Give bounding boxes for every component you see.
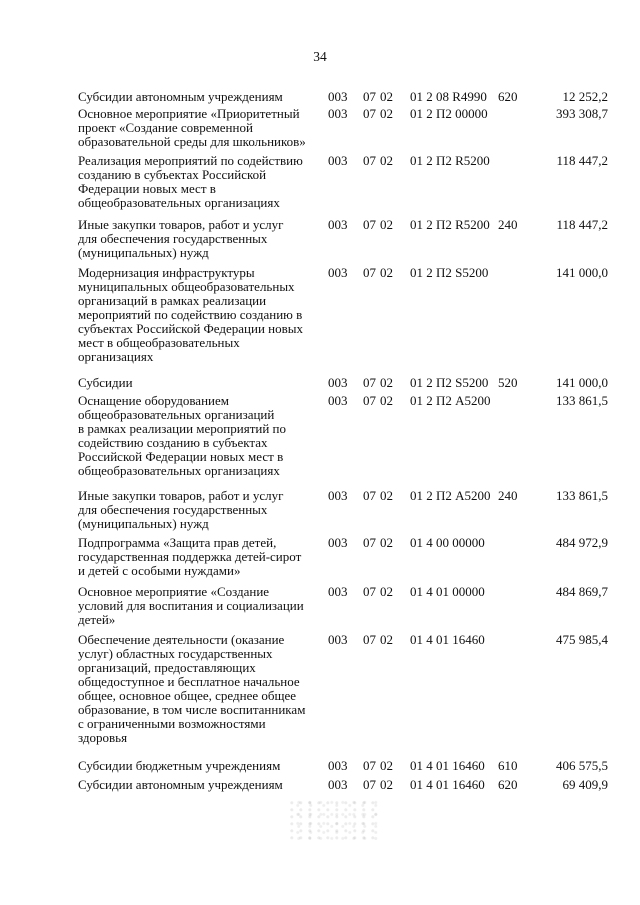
row-amount: 141 000,0 — [556, 265, 608, 280]
row-target-article: 01 2 П2 S5200 — [410, 375, 489, 390]
row-subsection-code: 02 — [380, 758, 393, 773]
row-ministry-code: 003 — [328, 153, 348, 168]
row-expense-type: 520 — [498, 375, 518, 390]
row-amount: 69 409,9 — [562, 777, 608, 792]
row-section-code: 07 — [363, 89, 376, 104]
row-name: Иные закупки товаров, работ и услуг для обеспечения государственных (муниципальных) нужд — [78, 217, 284, 260]
row-subsection-code: 02 — [380, 535, 393, 550]
row-subsection-code: 02 — [380, 106, 393, 121]
row-name: Реализация мероприятий по содействию созданию в субъектах Российской Федерации новых мест в общеобразовательных организациях — [78, 153, 303, 210]
row-section-code: 07 — [363, 265, 376, 280]
row-subsection-code: 02 — [380, 375, 393, 390]
row-subsection-code: 02 — [380, 777, 393, 792]
row-name: Подпрограмма «Защита прав детей, государственная поддержка детей-сирот и детей с особыми нуждами» — [78, 535, 302, 578]
row-subsection-code: 02 — [380, 393, 393, 408]
row-ministry-code: 003 — [328, 488, 348, 503]
row-section-code: 07 — [363, 758, 376, 773]
row-ministry-code: 003 — [328, 375, 348, 390]
row-name: Субсидии автономным учреждениям — [78, 89, 283, 104]
row-section-code: 07 — [363, 488, 376, 503]
row-ministry-code: 003 — [328, 632, 348, 647]
row-section-code: 07 — [363, 375, 376, 390]
row-ministry-code: 003 — [328, 89, 348, 104]
row-amount: 118 447,2 — [556, 153, 608, 168]
row-ministry-code: 003 — [328, 393, 348, 408]
row-amount: 133 861,5 — [556, 488, 608, 503]
scan-speckle — [290, 800, 380, 840]
row-subsection-code: 02 — [380, 153, 393, 168]
row-subsection-code: 02 — [380, 265, 393, 280]
row-expense-type: 240 — [498, 488, 518, 503]
row-amount: 141 000,0 — [556, 375, 608, 390]
row-name: Субсидии — [78, 375, 133, 390]
row-target-article: 01 4 01 16460 — [410, 777, 485, 792]
row-ministry-code: 003 — [328, 584, 348, 599]
row-amount: 118 447,2 — [556, 217, 608, 232]
row-section-code: 07 — [363, 632, 376, 647]
row-expense-type: 240 — [498, 217, 518, 232]
row-ministry-code: 003 — [328, 535, 348, 550]
row-amount: 484 869,7 — [556, 584, 608, 599]
row-section-code: 07 — [363, 393, 376, 408]
row-amount: 393 308,7 — [556, 106, 608, 121]
row-ministry-code: 003 — [328, 758, 348, 773]
row-name: Оснащение оборудованием общеобразовательных организаций в рамках реализации мероприятий по содействию созданию в субъектах Российской Федерации новых мест в общеобразовательных организациях — [78, 393, 286, 478]
row-target-article: 01 2 П2 S5200 — [410, 265, 489, 280]
row-amount: 406 575,5 — [556, 758, 608, 773]
row-target-article: 01 4 00 00000 — [410, 535, 485, 550]
row-subsection-code: 02 — [380, 89, 393, 104]
row-subsection-code: 02 — [380, 217, 393, 232]
row-subsection-code: 02 — [380, 488, 393, 503]
row-section-code: 07 — [363, 535, 376, 550]
page-number: 34 — [313, 49, 327, 64]
row-section-code: 07 — [363, 584, 376, 599]
row-name: Основное мероприятие «Создание условий для воспитания и социализации детей» — [78, 584, 304, 627]
row-amount: 133 861,5 — [556, 393, 608, 408]
row-ministry-code: 003 — [328, 777, 348, 792]
row-ministry-code: 003 — [328, 265, 348, 280]
row-target-article: 01 4 01 16460 — [410, 758, 485, 773]
row-target-article: 01 2 П2 R5200 — [410, 217, 490, 232]
row-section-code: 07 — [363, 217, 376, 232]
row-target-article: 01 2 П2 A5200 — [410, 488, 491, 503]
row-ministry-code: 003 — [328, 106, 348, 121]
row-amount: 475 985,4 — [556, 632, 608, 647]
row-subsection-code: 02 — [380, 584, 393, 599]
row-name: Основное мероприятие «Приоритетный проект «Создание современной образовательной среды для школьников» — [78, 106, 306, 149]
row-section-code: 07 — [363, 153, 376, 168]
row-amount: 484 972,9 — [556, 535, 608, 550]
row-expense-type: 610 — [498, 758, 518, 773]
row-target-article: 01 4 01 16460 — [410, 632, 485, 647]
row-subsection-code: 02 — [380, 632, 393, 647]
row-ministry-code: 003 — [328, 217, 348, 232]
row-target-article: 01 2 П2 R5200 — [410, 153, 490, 168]
row-name: Иные закупки товаров, работ и услуг для обеспечения государственных (муниципальных) нужд — [78, 488, 284, 531]
row-target-article: 01 2 П2 00000 — [410, 106, 488, 121]
row-expense-type: 620 — [498, 89, 518, 104]
row-name: Модернизация инфраструктуры муниципальных общеобразовательных организаций в рамках реализации мероприятий по содействию созданию в субъектах Российской Федерации новых мест в общеобразовательных организациях — [78, 265, 304, 364]
row-expense-type: 620 — [498, 777, 518, 792]
row-name: Субсидии автономным учреждениям — [78, 777, 283, 792]
row-target-article: 01 4 01 00000 — [410, 584, 485, 599]
row-section-code: 07 — [363, 106, 376, 121]
row-amount: 12 252,2 — [562, 89, 608, 104]
row-target-article: 01 2 П2 A5200 — [410, 393, 491, 408]
row-section-code: 07 — [363, 777, 376, 792]
row-name: Обеспечение деятельности (оказание услуг) областных государственных организаций, предоставляющих общедоступное и бесплатное начальное общее, основное общее, среднее общее образование, в том числе воспитанникам с ограниченными возможностями здоровья — [78, 632, 306, 745]
row-name: Субсидии бюджетным учреждениям — [78, 758, 281, 773]
row-target-article: 01 2 08 R4990 — [410, 89, 487, 104]
